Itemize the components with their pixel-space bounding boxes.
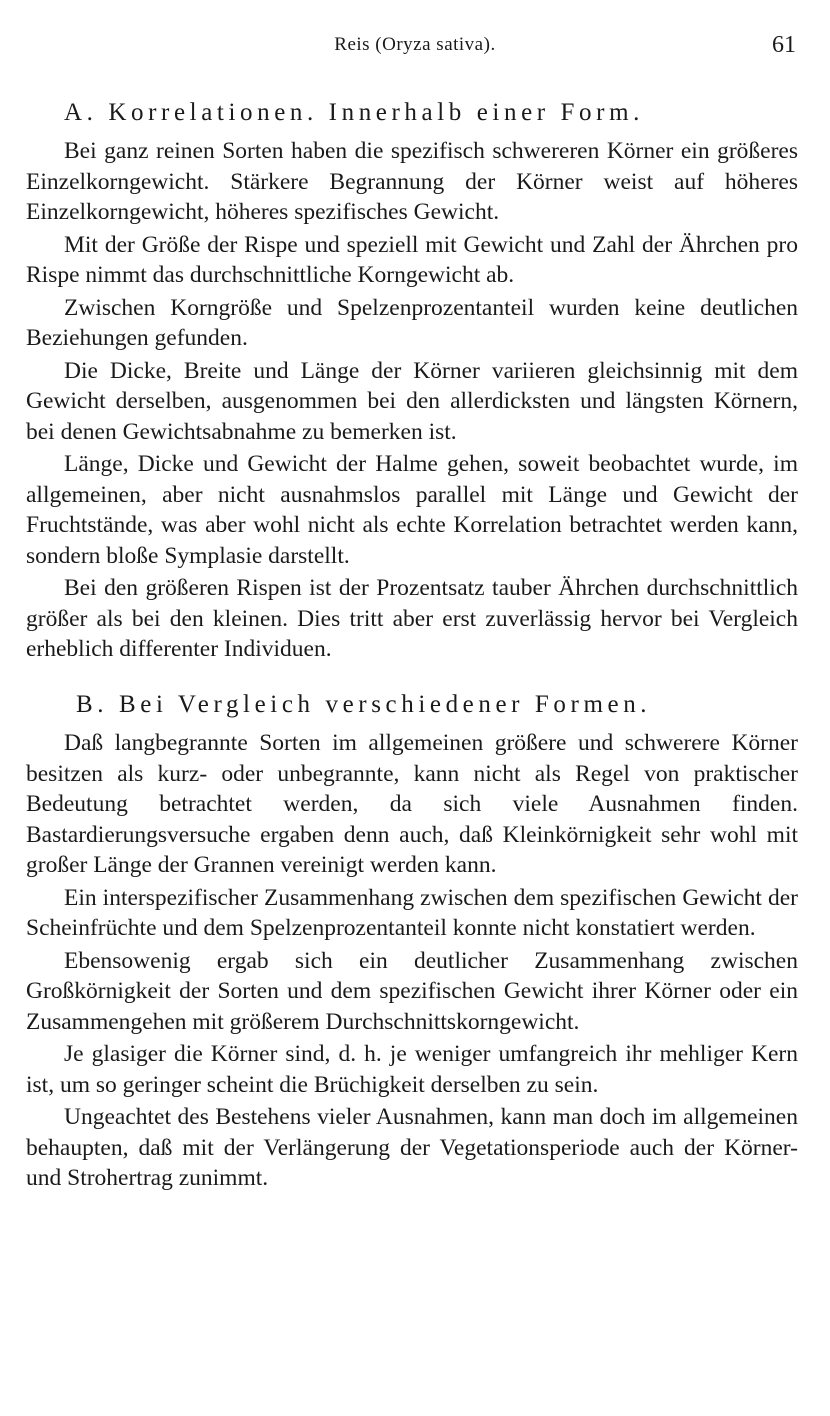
paragraph: Zwischen Korngröße und Spelzenprozentanteil wurden keine deutlichen Beziehungen gefunden. [26, 294, 798, 351]
section-a-heading: A. Korrelationen. Innerhalb einer Form. [64, 99, 644, 126]
section-b [26, 690, 798, 1196]
paragraph: Bei ganz reinen Sorten haben die spezifisch schwereren Körner ein größeres Einzelkorngewicht. Stärkere Begrannung der Körner weist auf höheres Einzelkorngewicht, höheres spezifisches Gewicht. [26, 138, 798, 225]
paragraph: Länge, Dicke und Gewicht der Halme gehen, soweit beobachtet wurde, im allgemeinen, aber nicht ausnahmslos parallel mit Länge und Gewicht der Fruchtstände, was aber wohl nicht als echte Korrelation betrachtet werden kann, sondern bloße Symplasie darstellt. [26, 451, 798, 569]
paragraph: Mit der Größe der Rispe und speziell mit Gewicht und Zahl der Ährchen pro Rispe nimmt das durchschnittliche Korngewicht ab. [26, 231, 798, 288]
section-a [26, 98, 798, 667]
paragraph: Ungeachtet des Bestehens vieler Ausnahmen, kann man doch im allgemeinen behaupten, daß mit der Verlängerung der Vegetationsperiode auch der Körner- und Strohertrag zunimmt. [26, 1104, 798, 1191]
running-head [0, 32, 830, 62]
paragraph: Daß langbegrannte Sorten im allgemeinen größere und schwerere Körner besitzen als kurz- oder unbegrannte, kann nicht als Regel von praktischer Bedeutung betrachtet werden, da sich viele Ausnahmen finden. Bastardierungsversuche ergaben denn auch, daß Kleinkörnigkeit sehr wohl mit großer Länge der Grannen vereinigt werden kann. [26, 730, 798, 878]
paragraph: Bei den größeren Rispen ist der Prozentsatz tauber Ährchen durchschnittlich größer als bei den kleinen. Dies tritt aber erst zuverlässig hervor bei Vergleich erheblich differenter Individuen. [26, 575, 798, 662]
section-b-heading: B. Bei Vergleich verschiedener Formen. [76, 691, 652, 718]
paragraph: Die Dicke, Breite und Länge der Körner variieren gleichsinnig mit dem Gewicht derselben, ausgenommen bei den allerdicksten und längsten Körnern, bei denen Gewichtsabnahme zu bemerken ist. [26, 357, 798, 445]
paragraph: Je glasiger die Körner sind, d. h. je weniger umfangreich ihr mehliger Kern ist, um so geringer scheint die Brüchigkeit derselben zu sein. [26, 1041, 798, 1098]
page-number: 61 [772, 32, 796, 58]
running-title: Reis (Oryza sativa). [334, 34, 496, 55]
paragraph: Ebensowenig ergab sich ein deutlicher Zusammenhang zwischen Großkörnigkeit der Sorten und dem spezifischen Gewicht ihrer Körner oder ein Zusammengehen mit größerem Durchschnittskorngewicht. [26, 947, 798, 1035]
paragraph: Ein interspezifischer Zusammenhang zwischen dem spezifischen Gewicht der Scheinfrüchte und dem Spelzenprozentanteil konnte nicht konstatiert werden. [26, 884, 798, 941]
